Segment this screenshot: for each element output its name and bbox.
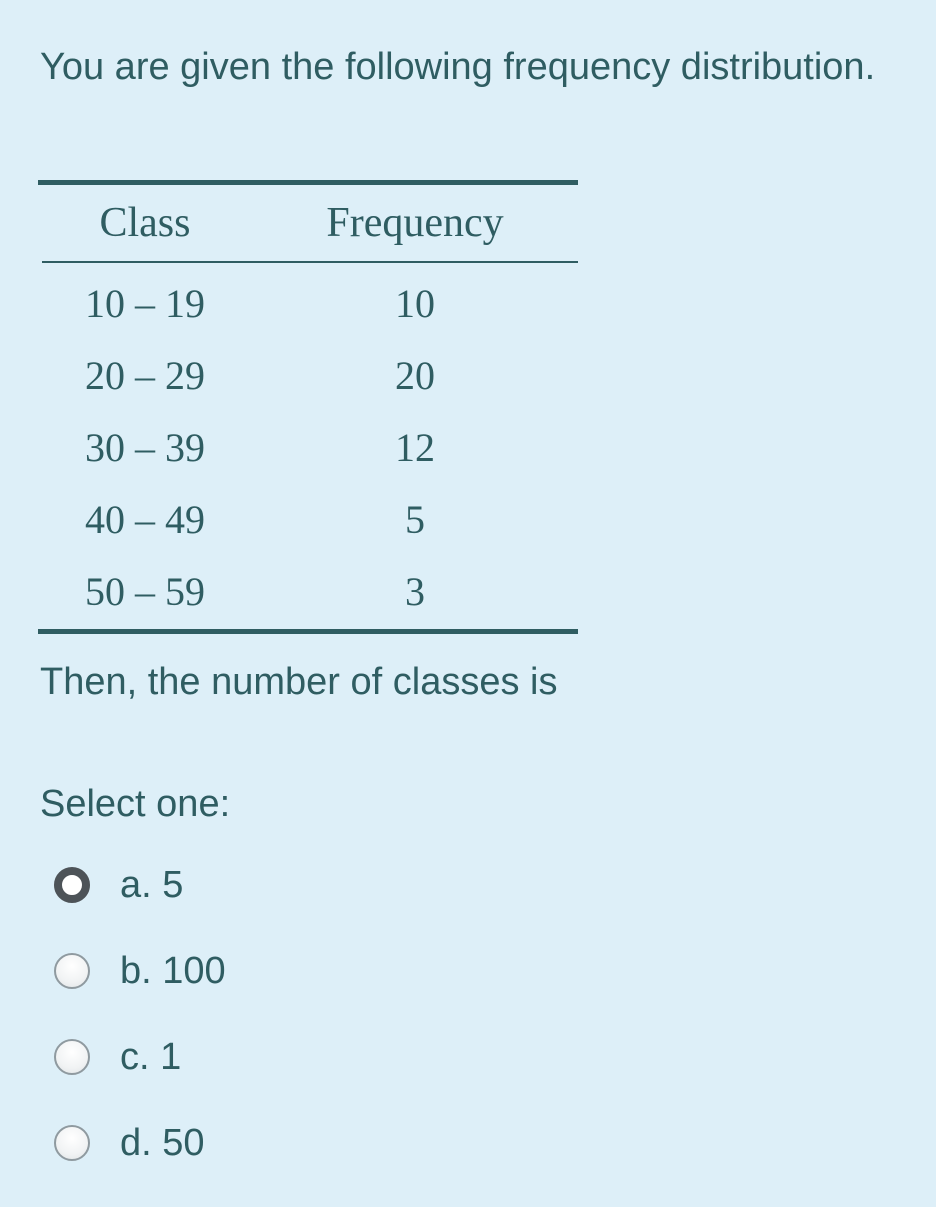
cell-class: 10 – 19 xyxy=(85,280,205,326)
option-c-label[interactable]: c. 1 xyxy=(120,1035,182,1078)
option-b[interactable] xyxy=(54,928,226,1014)
table-row xyxy=(38,267,578,339)
cell-frequency: 3 xyxy=(405,568,425,614)
header-frequency: Frequency xyxy=(326,200,504,246)
option-b-label[interactable]: b. 100 xyxy=(120,949,226,992)
option-c[interactable] xyxy=(54,1014,226,1100)
cell-class: 40 – 49 xyxy=(85,496,205,542)
table-bottom-rule xyxy=(38,629,578,634)
table-row xyxy=(38,339,578,411)
table-row xyxy=(38,411,578,483)
header-class: Class xyxy=(99,200,191,246)
radio-option-b[interactable] xyxy=(54,953,90,989)
radio-option-d[interactable] xyxy=(54,1125,90,1161)
radio-option-a[interactable] xyxy=(54,867,90,903)
option-a-label[interactable]: a. 5 xyxy=(120,863,184,906)
cell-class: 50 – 59 xyxy=(85,568,205,614)
cell-class: 30 – 39 xyxy=(85,424,205,470)
table-row xyxy=(38,483,578,555)
table-header-row xyxy=(38,185,578,261)
cell-frequency: 20 xyxy=(395,352,435,398)
question-prompt: Then, the number of classes is xyxy=(40,661,558,703)
table-row xyxy=(38,555,578,627)
option-a[interactable] xyxy=(54,842,226,928)
option-d[interactable] xyxy=(54,1100,226,1186)
option-d-label[interactable]: d. 50 xyxy=(120,1121,205,1164)
radio-option-c[interactable] xyxy=(54,1039,90,1075)
cell-frequency: 10 xyxy=(395,280,435,326)
cell-frequency: 12 xyxy=(395,424,435,470)
cell-class: 20 – 29 xyxy=(85,352,205,398)
answer-options xyxy=(54,842,226,1186)
frequency-table xyxy=(38,180,578,634)
select-one-label: Select one: xyxy=(40,783,231,825)
question-text: You are given the following frequency distribution. xyxy=(40,46,876,88)
cell-frequency: 5 xyxy=(405,496,425,542)
